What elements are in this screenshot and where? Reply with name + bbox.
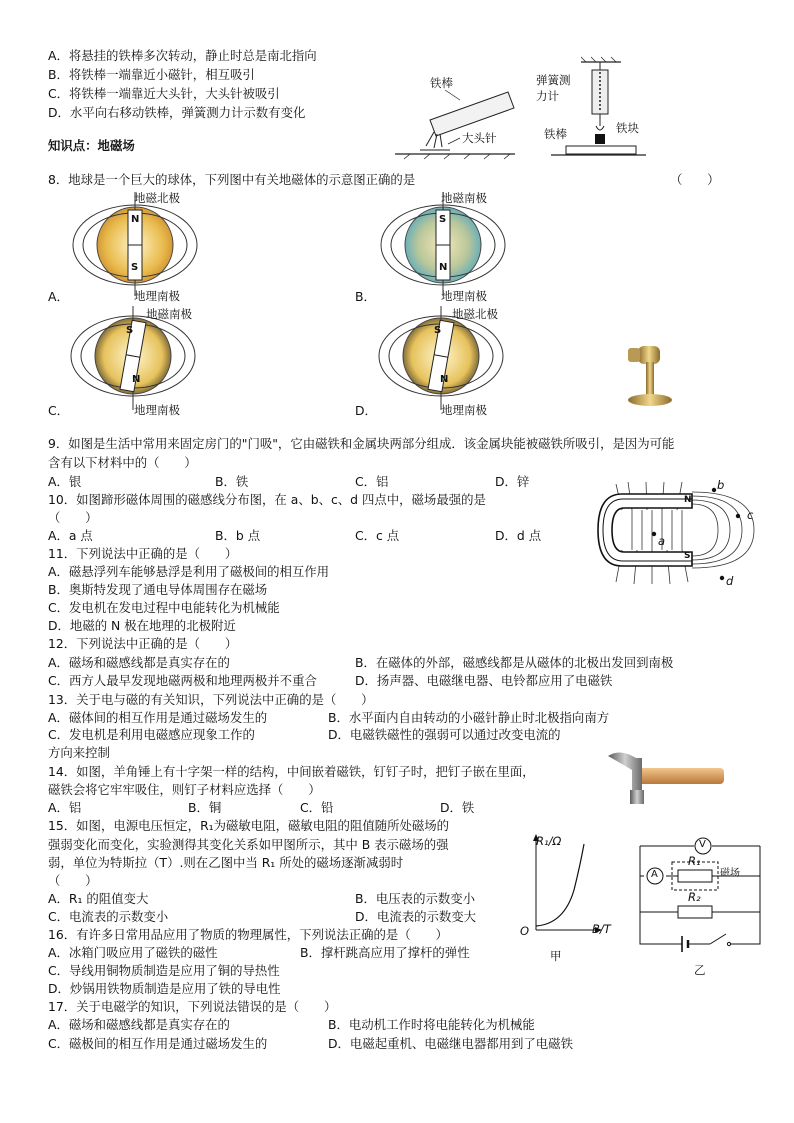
q17-stem: 17．关于电磁学的知识，下列说法错误的是（ ） bbox=[48, 999, 337, 1014]
q12-option-c: C．西方人最早发现地磁两极和地理两极并不重合 bbox=[48, 673, 317, 688]
section-title: 知识点：地磁场 bbox=[48, 138, 135, 153]
q8-a-pole-bottom: S bbox=[131, 262, 139, 273]
q8-c-pole-bottom: N bbox=[132, 374, 141, 385]
q13-option-d-cont: 方向来控制 bbox=[48, 745, 110, 760]
q8-d-pole-bottom: N bbox=[440, 374, 449, 385]
q7-pin-label: 大头针 bbox=[462, 131, 497, 145]
q15-graph-origin: O bbox=[520, 924, 530, 938]
q15-stem-line4: （ ） bbox=[48, 873, 98, 888]
q8-c-letter: C． bbox=[48, 403, 70, 418]
q15-stem-line2: 强弱变化而变化，实验测得其变化关系如甲图所示，其中 B 表示磁场的强 bbox=[48, 837, 449, 852]
q15-option-a: A．R₁ 的阻值变大 bbox=[48, 891, 149, 906]
q9-option-c: C．铝 bbox=[355, 474, 389, 489]
q9-stem-line2: 含有以下材料中的（ ） bbox=[48, 455, 197, 470]
q15-field-label: 磁场 bbox=[720, 868, 740, 879]
q8-d-pole-top: S bbox=[434, 325, 442, 336]
q7-block-label: 铁块 bbox=[616, 121, 639, 135]
q8-b-pole-bottom: N bbox=[439, 262, 448, 273]
q7-option-d: D．水平向右移动铁棒，弹簧测力计示数有变化 bbox=[48, 105, 306, 120]
q10-horseshoe-magnet-figure bbox=[592, 478, 768, 590]
q7-spring-label-1: 弹簧测 bbox=[536, 73, 571, 87]
q7-spring-scale-figure bbox=[536, 56, 656, 166]
q16-option-d: D．炒锅用铁物质制造是应用了铁的导电性 bbox=[48, 981, 281, 996]
q7-rod-pin-figure bbox=[390, 70, 520, 160]
q10-s-pole: S bbox=[684, 551, 691, 561]
q10-option-a: A．a 点 bbox=[48, 528, 93, 543]
q14-option-d: D．铁 bbox=[440, 800, 475, 815]
q15-circuit-caption: 乙 bbox=[694, 963, 706, 977]
q12-option-a: A．磁场和磁感线都是真实存在的 bbox=[48, 655, 230, 670]
q15-circuit-yi bbox=[634, 832, 766, 978]
q8-d-letter: D． bbox=[355, 403, 377, 418]
q12-option-b: B．在磁体的外部，磁感线都是从磁体的北极出发回到南极 bbox=[355, 655, 674, 670]
q15-option-d: D．电流表的示数变大 bbox=[355, 909, 477, 924]
q12-stem: 12．下列说法中正确的是（ ） bbox=[48, 636, 238, 651]
q8-b-bottom-label: 地理南极 bbox=[441, 289, 487, 303]
q8-answer-blank: （ ） bbox=[670, 172, 720, 187]
q14-option-a: A．铝 bbox=[48, 800, 82, 815]
q13-stem: 13．关于电与磁的有关知识，下列说法中正确的是（ ） bbox=[48, 692, 374, 707]
q8-a-letter: A． bbox=[48, 289, 69, 304]
q13-option-b: B．水平面内自由转动的小磁针静止时北极指向南方 bbox=[328, 710, 610, 725]
q7-option-c: C．将铁棒一端靠近大头针，大头针被吸引 bbox=[48, 86, 280, 101]
q7-spring-label-2: 力计 bbox=[536, 89, 559, 103]
q10-n-pole: N bbox=[684, 495, 692, 505]
q7-option-b: B．将铁棒一端靠近小磁针，相互吸引 bbox=[48, 67, 255, 82]
q13-option-c: C．发电机是利用电磁感应现象工作的 bbox=[48, 727, 255, 742]
q9-option-a: A．银 bbox=[48, 474, 82, 489]
q8-c-pole-top: S bbox=[126, 325, 134, 336]
q8-d-bottom-label: 地理南极 bbox=[441, 403, 487, 417]
hammer-image bbox=[602, 746, 726, 806]
q13-option-a: A．磁体间的相互作用是通过磁场发生的 bbox=[48, 710, 268, 725]
q8-c-top-label: 地磁南极 bbox=[146, 307, 192, 321]
q15-stem-line3: 弱，单位为特斯拉（T）.则在乙图中当 R₁ 所处的磁场逐渐减弱时 bbox=[48, 855, 404, 870]
q15-option-b: B．电压表的示数变小 bbox=[355, 891, 476, 906]
q14-option-b: B．铜 bbox=[188, 800, 222, 815]
q10-stem-line1: 10．如图蹄形磁体周围的磁感线分布图，在 a、b、c、d 四点中，磁场最强的是 bbox=[48, 492, 486, 507]
q15-ammeter: A bbox=[651, 869, 658, 880]
q14-option-c: C．铅 bbox=[300, 800, 334, 815]
q15-option-c: C．电流表的示数变小 bbox=[48, 909, 169, 924]
q16-option-a: A．冰箱门吸应用了磁铁的磁性 bbox=[48, 945, 218, 960]
q15-stem-line1: 15．如图，电源电压恒定，R₁为磁敏电阻，磁敏电阻的阻值随所处磁场的 bbox=[48, 818, 450, 833]
q15-voltmeter: V bbox=[699, 839, 706, 850]
q11-option-a: A．磁悬浮列车能够悬浮是利用了磁极间的相互作用 bbox=[48, 564, 330, 579]
q10-point-b: b bbox=[717, 478, 725, 492]
q10-option-b: B．b 点 bbox=[215, 528, 261, 543]
q10-point-c: c bbox=[747, 508, 754, 522]
q11-option-d: D．地磁的 N 极在地理的北极附近 bbox=[48, 618, 236, 633]
q15-r1-label: R₁ bbox=[688, 854, 701, 868]
q16-stem: 16．有许多日常用品应用了物质的物理属性，下列说法正确的是（ ） bbox=[48, 927, 448, 942]
q7-rod2-label: 铁棒 bbox=[544, 127, 567, 141]
q8-stem: 8．地球是一个巨大的球体，下列图中有关地磁体的示意图正确的是 bbox=[48, 172, 416, 187]
q8-b-letter: B． bbox=[355, 289, 376, 304]
q13-option-d: D．电磁铁磁性的强弱可以通过改变电流的 bbox=[328, 727, 561, 742]
q15-graph-ylabel: R₁/Ω bbox=[536, 834, 562, 848]
q17-option-a: A．磁场和磁感线都是真实存在的 bbox=[48, 1017, 230, 1032]
q11-stem: 11．下列说法中正确的是（ ） bbox=[48, 546, 238, 561]
q15-graph-caption: 甲 bbox=[550, 949, 562, 963]
q14-stem-line2: 磁铁会将它牢牢吸住，则钉子材料应选择（ ） bbox=[48, 782, 321, 797]
q10-option-d: D．d 点 bbox=[495, 528, 542, 543]
q8-b-pole-top: S bbox=[439, 214, 447, 225]
q15-r2-label: R₂ bbox=[688, 890, 701, 904]
q17-option-d: D．电磁起重机、电磁继电器都用到了电磁铁 bbox=[328, 1036, 573, 1051]
q17-option-c: C．磁极间的相互作用是通过磁场发生的 bbox=[48, 1036, 268, 1051]
q10-stem-line2: （ ） bbox=[48, 510, 98, 525]
q10-point-a: a bbox=[658, 534, 666, 548]
q10-point-d: d bbox=[726, 574, 734, 588]
q8-a-pole-top: N bbox=[131, 214, 140, 225]
q8-d-top-label: 地磁北极 bbox=[452, 307, 498, 321]
q14-stem-line1: 14．如图，羊角锤上有十字架一样的结构，中间嵌着磁铁，钉钉子时，把钉子嵌在里面， bbox=[48, 764, 535, 779]
q17-option-b: B．电动机工作时将电能转化为机械能 bbox=[328, 1017, 535, 1032]
q9-stem-line1: 9．如图是生活中常用来固定房门的"门吸"，它由磁铁和金属块两部分组成．该金属块能被磁铁所吸引，是因为可能 bbox=[48, 436, 675, 451]
q10-option-c: C．c 点 bbox=[355, 528, 400, 543]
q9-option-d: D．锌 bbox=[495, 474, 530, 489]
q8-a-bottom-label: 地理南极 bbox=[134, 289, 180, 303]
q12-option-d: D．扬声器、电磁继电器、电铃都应用了电磁铁 bbox=[355, 673, 613, 688]
q8-a-top-label: 地磁北极 bbox=[134, 191, 180, 205]
q16-option-c: C．导线用铜物质制造是应用了铜的导热性 bbox=[48, 963, 280, 978]
q15-graph-jia bbox=[514, 830, 618, 970]
q16-option-b: B．撑杆跳高应用了撑杆的弹性 bbox=[300, 945, 470, 960]
q7-option-a: A．将悬挂的铁棒多次转动，静止时总是南北指向 bbox=[48, 48, 317, 63]
door-stop-image bbox=[620, 336, 690, 411]
q11-option-b: B．奥斯特发现了通电导体周围存在磁场 bbox=[48, 582, 268, 597]
q7-rod-label: 铁棒 bbox=[430, 76, 453, 90]
q8-c-bottom-label: 地理南极 bbox=[134, 403, 180, 417]
q15-graph-xlabel: B/T bbox=[592, 922, 611, 936]
q9-option-b: B．铁 bbox=[215, 474, 249, 489]
q8-b-top-label: 地磁南极 bbox=[441, 191, 487, 205]
q11-option-c: C．发电机在发电过程中电能转化为机械能 bbox=[48, 600, 280, 615]
